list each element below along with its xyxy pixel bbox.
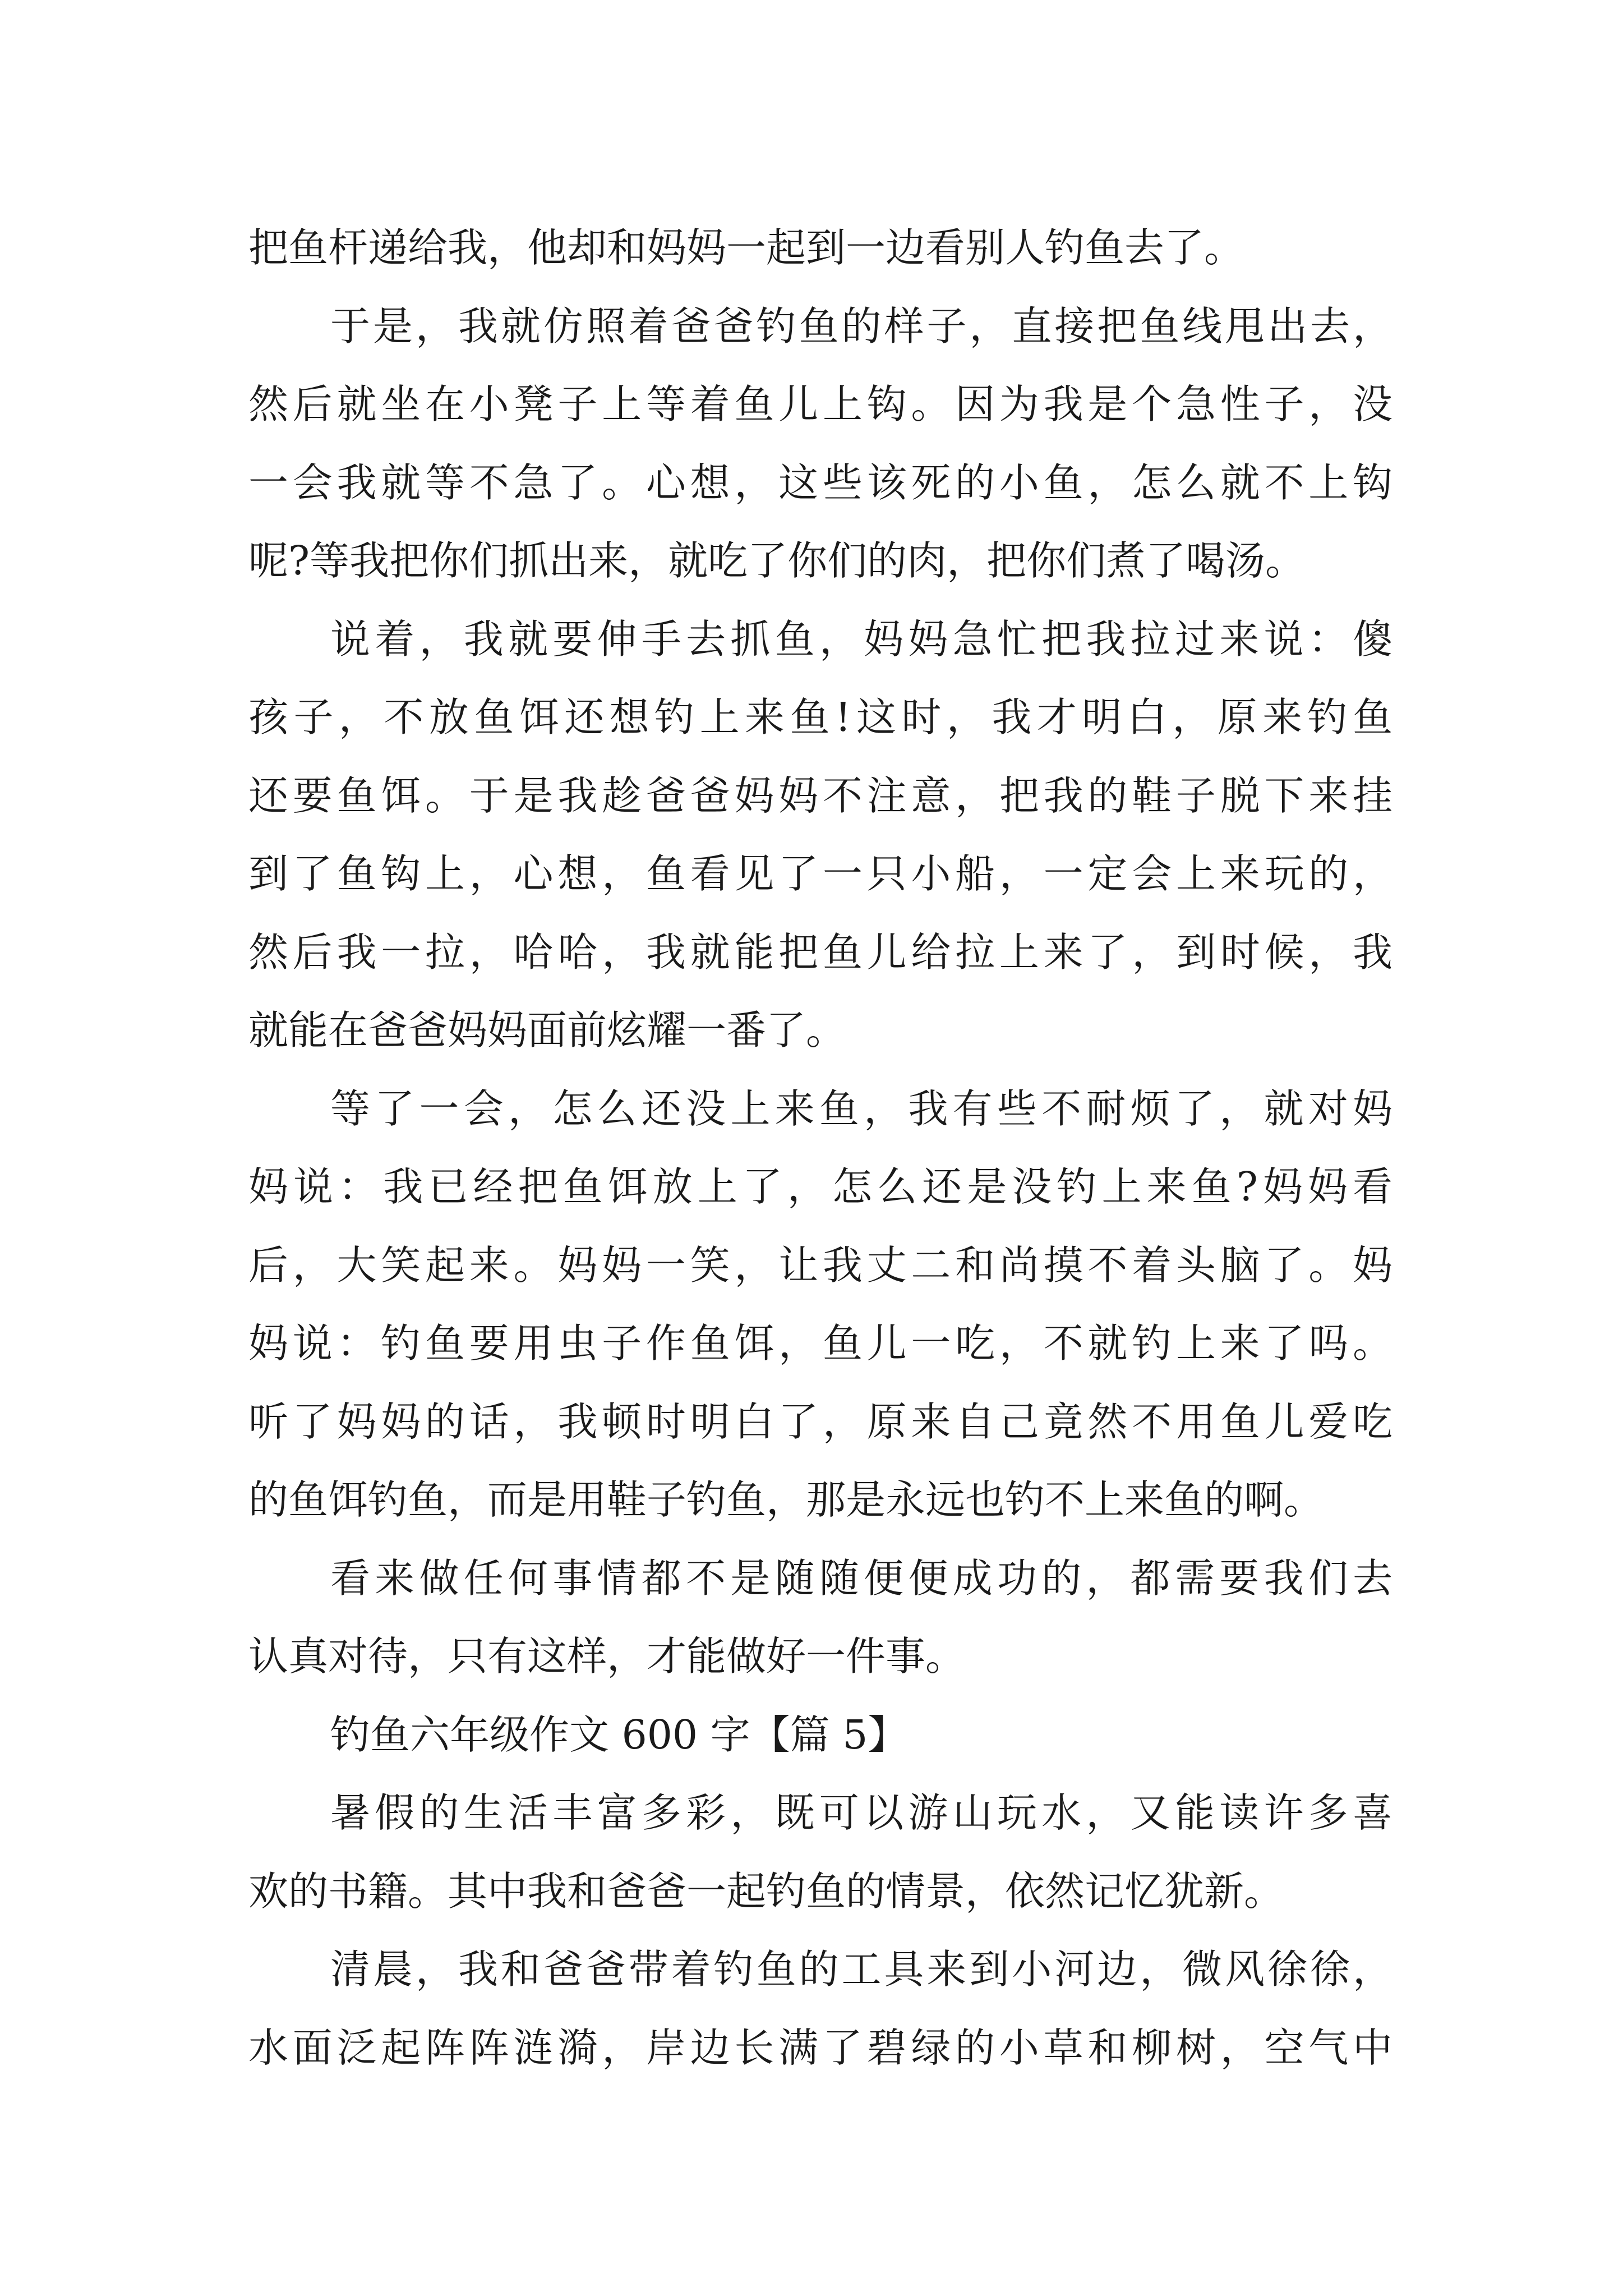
text-line: 把鱼杆递给我，他却和妈妈一起到一边看别人钓鱼去了。 (248, 224, 1244, 271)
text-line: 一会我就等不急了。心想，这些该死的小鱼，怎么就不上钩 (248, 459, 1393, 506)
text-line: 妈说：我已经把鱼饵放上了，怎么还是没钓上来鱼?妈妈看 (248, 1163, 1393, 1210)
text-line: 看来做任何事情都不是随随便便成功的，都需要我们去 (330, 1554, 1393, 1602)
text-line: 孩子，不放鱼饵还想钓上来鱼!这时，我才明白，原来钓鱼 (248, 694, 1393, 740)
text-line: 暑假的生活丰富多彩，既可以游山玩水，又能读许多喜 (330, 1789, 1393, 1836)
text-line: 听了妈妈的话，我顿时明白了，原来自己竟然不用鱼儿爱吃 (248, 1398, 1393, 1445)
text-line: 然后就坐在小凳子上等着鱼儿上钩。因为我是个急性子，没 (248, 381, 1393, 427)
essay-body (248, 209, 1393, 2087)
text-line: 清晨，我和爸爸带着钓鱼的工具来到小河边，微风徐徐， (330, 1946, 1393, 1993)
text-line: 还要鱼饵。于是我趁爸爸妈妈不注意，把我的鞋子脱下来挂 (248, 772, 1393, 819)
text-line: 的鱼饵钓鱼，而是用鞋子钓鱼，那是永远也钓不上来鱼的啊。 (248, 1476, 1324, 1523)
text-line: 说着，我就要伸手去抓鱼，妈妈急忙把我拉过来说：傻 (330, 615, 1393, 662)
text-line: 后，大笑起来。妈妈一笑，让我丈二和尚摸不着头脑了。妈 (248, 1241, 1393, 1289)
text-line: 就能在爸爸妈妈面前炫耀一番了。 (248, 1007, 846, 1053)
text-line: 认真对待，只有这样，才能做好一件事。 (248, 1633, 966, 1680)
text-line: 水面泛起阵阵涟漪，岸边长满了碧绿的小草和柳树，空气中 (248, 2024, 1393, 2071)
text-line: 然后我一拉，哈哈，我就能把鱼儿给拉上来了，到时候，我 (248, 928, 1393, 976)
text-line: 到了鱼钩上，心想，鱼看见了一只小船，一定会上来玩的， (248, 850, 1393, 897)
text-line: 妈说：钓鱼要用虫子作鱼饵，鱼儿一吃，不就钓上来了吗。 (248, 1320, 1393, 1366)
text-line: 呢?等我把你们抓出来，就吃了你们的肉，把你们煮了喝汤。 (248, 537, 1306, 584)
text-line: 于是，我就仿照着爸爸钓鱼的样子，直接把鱼线甩出去， (330, 302, 1393, 349)
section-heading: 钓鱼六年级作文 600 字【篇 5】 (330, 1711, 908, 1758)
text-line: 等了一会，怎么还没上来鱼，我有些不耐烦了，就对妈 (330, 1085, 1393, 1132)
text-line: 欢的书籍。其中我和爸爸一起钓鱼的情景，依然记忆犹新。 (248, 1867, 1284, 1915)
